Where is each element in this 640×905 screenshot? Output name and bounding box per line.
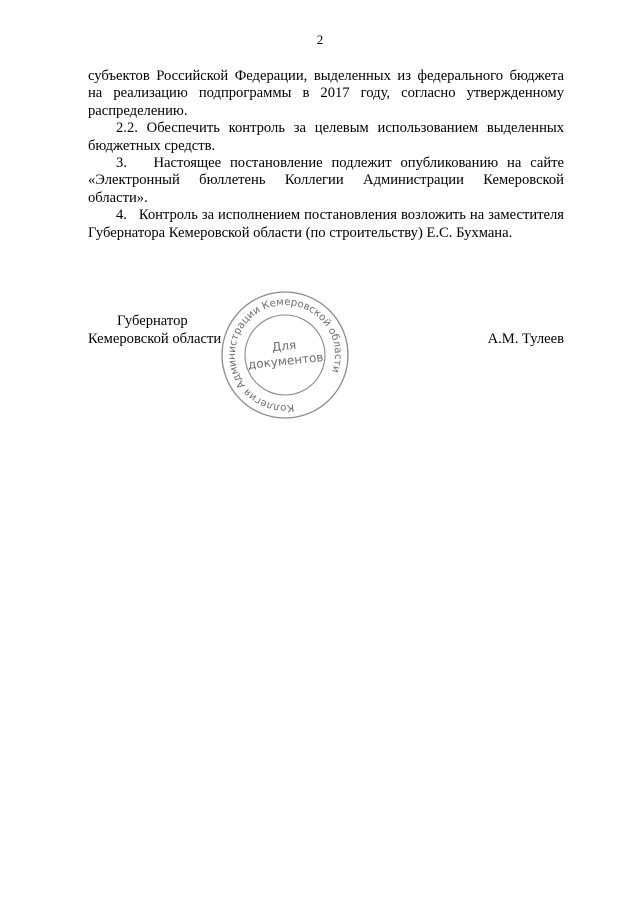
paragraph-3: 3. Настоящее постановление подлежит опубликованию на сайте «Электронный бюллетень Коллегии Администрации Кемеровской области».	[88, 155, 564, 206]
paragraph-2-2: 2.2. Обеспечить контроль за целевым использованием выделенных бюджетных средств.	[88, 120, 564, 154]
page-number: 2	[316, 32, 324, 47]
stamp-ring-text: Коллегия Администрации Кемеровской области	[226, 296, 344, 414]
stamp-center-line-2: документов	[247, 350, 324, 372]
paragraph-4: 4. Контроль за исполнением постановления возложить на заместителя Губернатора Кемеровской области (по строительству) Е.С. Бухмана.	[88, 207, 564, 241]
signatory-title-line-2: Кемеровской области	[88, 331, 222, 347]
document-body	[88, 68, 564, 242]
signatory-title-line-1: Губернатор	[117, 313, 188, 329]
paragraph-1: субъектов Российской Федерации, выделенных из федерального бюджета на реализацию подпрограммы в 2017 году, согласно утвержденному распределению.	[88, 68, 564, 119]
stamp-center-line-1: Для	[271, 337, 297, 355]
official-stamp	[218, 288, 352, 422]
signatory-title	[88, 312, 221, 348]
signatory-name: А.М. Тулеев	[487, 331, 564, 347]
